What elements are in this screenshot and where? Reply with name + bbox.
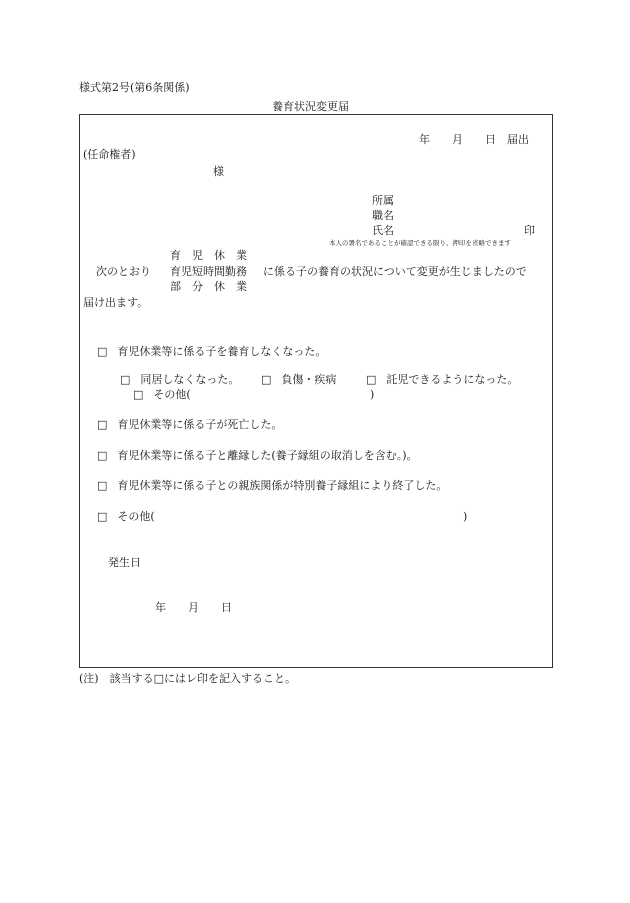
checkbox[interactable]: □ [97,449,108,462]
leave-option-short-hours: 育児短時間勤務 [170,265,247,278]
name-label: 氏名 [372,224,394,237]
leave-option-childcare: 育 児 休 業 [170,249,247,262]
sub-item-1-label: 同居しなくなった。 [140,373,240,386]
item-3-label: 育児休業等に係る子と離縁した(養子縁組の取消しを含む。)。 [117,449,418,462]
affiliation-label: 所属 [372,194,394,207]
item-4 [97,479,447,492]
item-1-label: 育児休業等に係る子を養育しなくなった。 [117,345,327,358]
item-4-label: 育児休業等に係る子との親族関係が特別養子縁組により終了した。 [117,479,448,492]
occurrence-label: 発生日 [108,556,141,569]
checkbox[interactable]: □ [97,510,108,523]
leave-option-partial: 部 分 休 業 [170,280,247,293]
checkbox[interactable]: □ [97,418,108,431]
position-label: 職名 [372,209,394,222]
sub-item-4-label: その他( [153,388,191,401]
checkbox[interactable]: □ [120,373,131,386]
honorific: 様 [213,165,224,178]
sub-item-4-close: ) [370,388,375,401]
occurrence-date: 年 月 日 [155,601,232,614]
sub-item-2 [261,373,336,386]
date-line: 年 月 日 届出 [419,133,529,146]
checkbox[interactable]: □ [97,479,108,492]
body-lead: 次のとおり [96,265,151,278]
item-2 [97,418,282,431]
checkbox[interactable]: □ [97,345,108,358]
body-line2: 届け出ます。 [83,296,149,309]
checkbox[interactable]: □ [133,388,144,401]
sub-item-4 [133,388,191,401]
sub-item-3-label: 託児できるようになった。 [386,373,519,386]
seal-mark: 印 [524,224,535,237]
checkbox[interactable]: □ [366,373,377,386]
item-5-label: その他( [117,510,155,523]
sub-item-3 [366,373,518,386]
form-title: 養育状況変更届 [272,100,349,113]
item-3 [97,449,418,462]
sub-item-2-label: 負傷・疾病 [281,373,337,386]
body-trail: に係る子の養育の状況について変更が生じましたので [263,265,527,278]
form-number: 様式第2号(第6条関係) [79,81,190,94]
sub-item-1 [120,373,239,386]
footnote: (注) 該当する□にはレ印を記入すること。 [79,672,296,685]
item-5-close: ) [463,510,468,523]
appointer-label: (任命権者) [83,148,136,161]
item-2-label: 育児休業等に係る子が死亡した。 [117,418,283,431]
item-1 [97,345,326,358]
seal-note: 本人の署名であることが確認できる限り、押印を省略できます [329,239,511,247]
checkbox[interactable]: □ [261,373,272,386]
item-5 [97,510,155,523]
